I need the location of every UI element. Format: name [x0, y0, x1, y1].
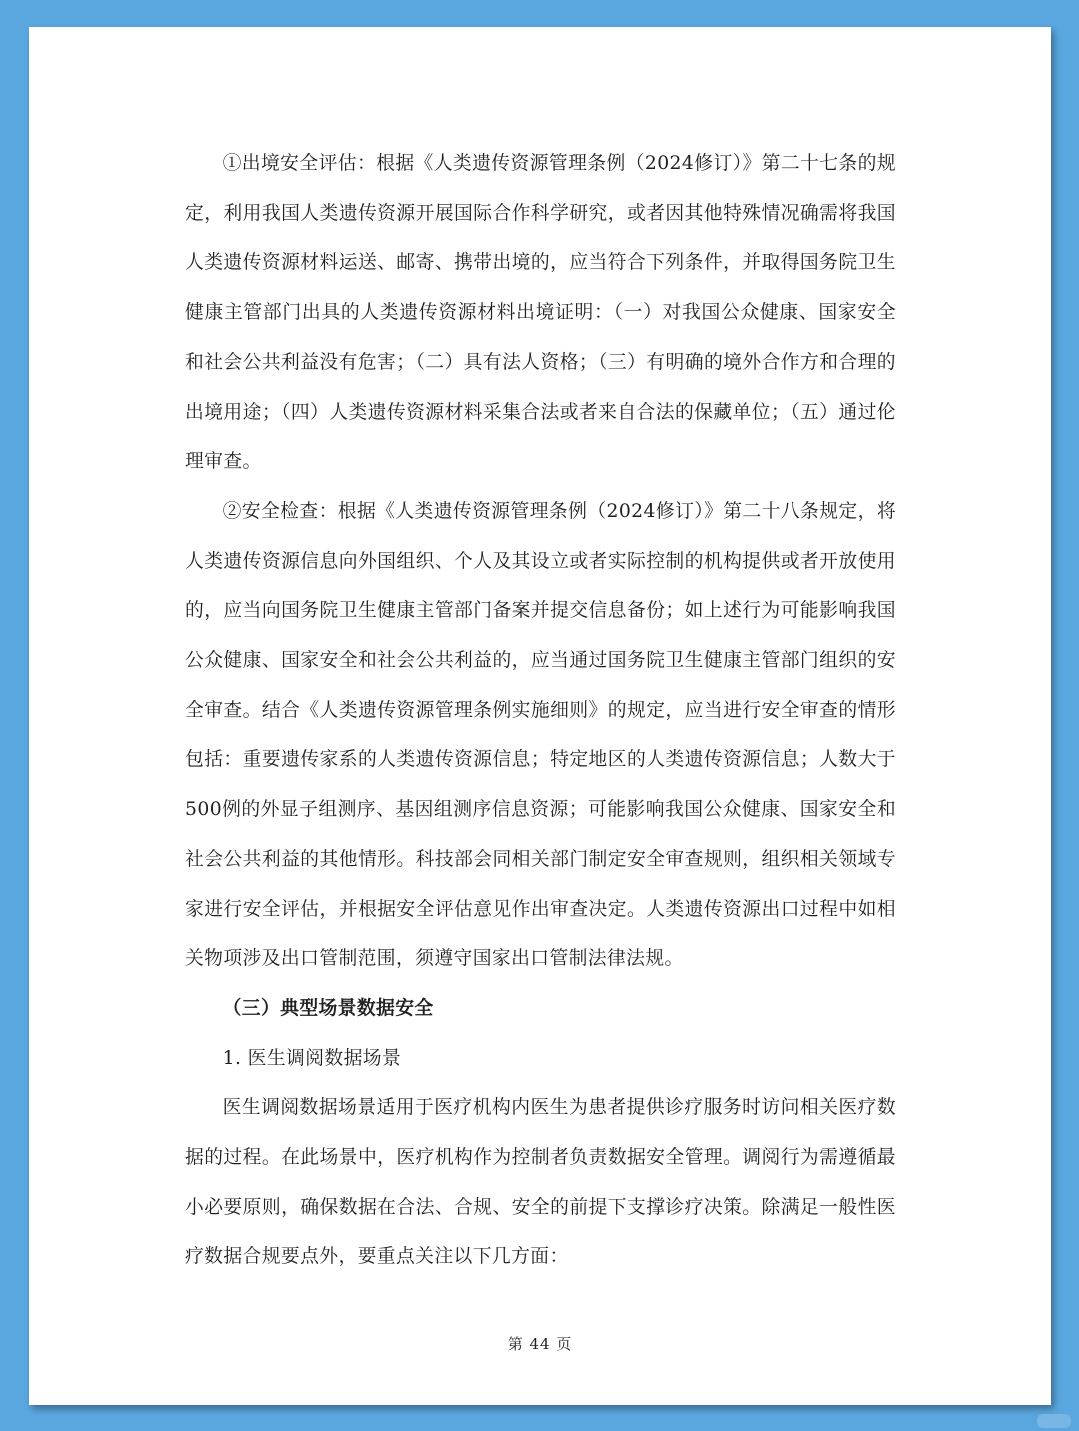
- document-page: [29, 27, 1051, 1405]
- subsection-heading: 1. 医生调阅数据场景: [222, 1047, 402, 1069]
- paragraph-security-inspection: ②安全检查：根据《人类遗传资源管理条例（2024修订）》第二十八条规定，将人类遗传资源信息向外国组织、个人及其设立或者实际控制的机构提供或者开放使用的，应当向国务院卫生健康主管部门备案并提交信息备份；如上述行为可能影响我国公众健康、国家安全和社会公共利益的，应当通过国务院卫生健康主管部门组织的安全审查。结合《人类遗传资源管理条例实施细则》的规定，应当进行安全审查的情形包括：重要遗传家系的人类遗传资源信息；特定地区的人类遗传资源信息；人数大于500例的外显子组测序、基因组测序信息资源；可能影响我国公众健康、国家安全和社会公共利益的其他情形。科技部会同相关部门制定安全审查规则，组织相关领域专家进行安全评估，并根据安全评估意见作出审查决定。人类遗传资源出口过程中如相关物项涉及出口管制范围，须遵守国家出口管制法律法规。: [185, 500, 896, 970]
- watermark-badge: [1037, 1414, 1071, 1428]
- section-heading: （三）典型场景数据安全: [222, 997, 434, 1019]
- paragraph-exit-security-assessment: ①出境安全评估：根据《人类遗传资源管理条例（2024修订）》第二十七条的规定，利用我国人类遗传资源开展国际合作科学研究，或者因其他特殊情况确需将我国人类遗传资源材料运送、邮寄、携带出境的，应当符合下列条件，并取得国务院卫生健康主管部门出具的人类遗传资源材料出境证明：（一）对我国公众健康、国家安全和社会公共利益没有危害；（二）具有法人资格；（三）有明确的境外合作方和合理的出境用途；（四）人类遗传资源材料采集合法或者来自合法的保藏单位；（五）通过伦理审查。: [185, 153, 896, 473]
- paragraph-doctor-access-scenario: 医生调阅数据场景适用于医疗机构内医生为患者提供诊疗服务时访问相关医疗数据的过程。在此场景中，医疗机构作为控制者负责数据安全管理。调阅行为需遵循最小必要原则，确保数据在合法、合规、安全的前提下支撑诊疗决策。除满足一般性医疗数据合规要点外，要重点关注以下几方面：: [185, 1097, 896, 1268]
- page-content: [185, 139, 896, 1282]
- page-number: 第 44 页: [507, 1335, 573, 1353]
